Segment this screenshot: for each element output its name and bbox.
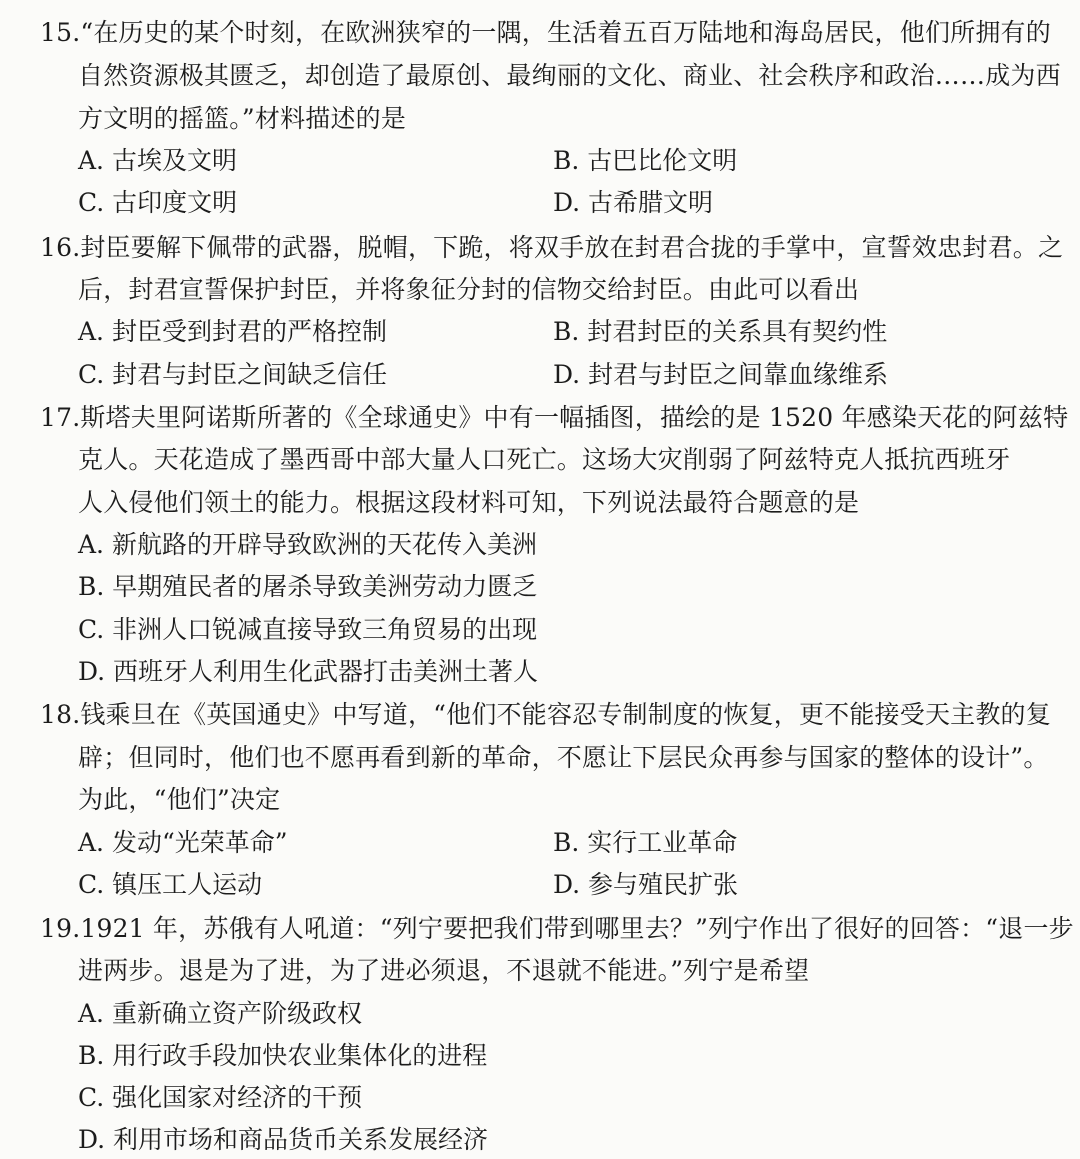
option-b: B. 古巴比伦文明 [553,146,738,175]
option-a: A. 古埃及文明 [78,146,237,175]
question-number: 15. [40,18,81,47]
question-number: 18. [40,700,81,729]
option-c: C. 强化国家对经济的干预 [78,1083,363,1112]
option-a: A. 发动“光荣革命” [78,828,288,857]
option-b: B. 早期殖民者的屠杀导致美洲劳动力匮乏 [78,572,538,601]
option-d: D. 古希腊文明 [553,188,714,217]
option-d: D. 西班牙人利用生化武器打击美洲土著人 [78,657,539,686]
option-c: C. 古印度文明 [78,188,238,217]
option-a: A. 重新确立资产阶级政权 [78,999,362,1028]
question-text-line: 方文明的摇篮。”材料描述的是 [78,104,407,133]
question-text-line: 进两步。退是为了进，为了进必须退，不退就不能进。”列宁是希望 [78,956,810,985]
question-text-line: 为此，“他们”决定 [78,785,281,814]
question-text-line: 自然资源极其匮乏，却创造了最原创、最绚丽的文化、商业、社会秩序和政治……成为西 [78,61,1061,90]
question-number: 16. [40,233,81,262]
option-c: C. 非洲人口锐减直接导致三角贸易的出现 [78,615,538,644]
question-number: 19. [40,914,81,943]
question-text-line: 后，封君宣誓保护封臣，并将象征分封的信物交给封臣。由此可以看出 [78,275,860,304]
option-d: D. 利用市场和商品货币关系发展经济 [78,1125,489,1154]
question-text-line: 封臣要解下佩带的武器，脱帽，下跪，将双手放在封君合拢的手掌中，宣誓效忠封君。之 [80,233,1064,262]
question-text-line: 辟；但同时，他们也不愿再看到新的革命，不愿让下层民众再参与国家的整体的设计”。 [78,743,1049,772]
question-text-line: “在历史的某个时刻，在欧洲狭窄的一隅，生活着五百万陆地和海岛居民，他们所拥有的 [80,18,1051,47]
option-c: C. 镇压工人运动 [78,870,263,899]
option-b: B. 封君封臣的关系具有契约性 [553,317,888,346]
option-b: B. 用行政手段加快农业集体化的进程 [78,1041,488,1070]
option-b: B. 实行工业革命 [553,828,738,857]
question-text-line: 斯塔夫里阿诺斯所著的《全球通史》中有一幅插图，描绘的是 1520 年感染天花的阿兹特 [80,403,1069,432]
question-text-line: 克人。天花造成了墨西哥中部大量人口死亡。这场大灾削弱了阿兹特克人抵抗西班牙 [78,445,1011,474]
question-text-line: 人入侵他们领土的能力。根据这段材料可知，下列说法最符合题意的是 [78,488,860,517]
question-text-line: 钱乘旦在《英国通史》中写道，“他们不能容忍专制制度的恢复，更不能接受天主教的复 [80,700,1051,729]
option-a: A. 封臣受到封君的严格控制 [78,317,387,346]
option-a: A. 新航路的开辟导致欧洲的天花传入美洲 [78,530,537,559]
option-d: D. 参与殖民扩张 [553,870,739,899]
option-d: D. 封君与封臣之间靠血缘维系 [553,360,889,389]
option-c: C. 封君与封臣之间缺乏信任 [78,360,388,389]
question-text-line: 1921 年，苏俄有人吼道：“列宁要把我们带到哪里去？”列宁作出了很好的回答：“退一步 [80,914,1074,943]
question-number: 17. [40,403,81,432]
